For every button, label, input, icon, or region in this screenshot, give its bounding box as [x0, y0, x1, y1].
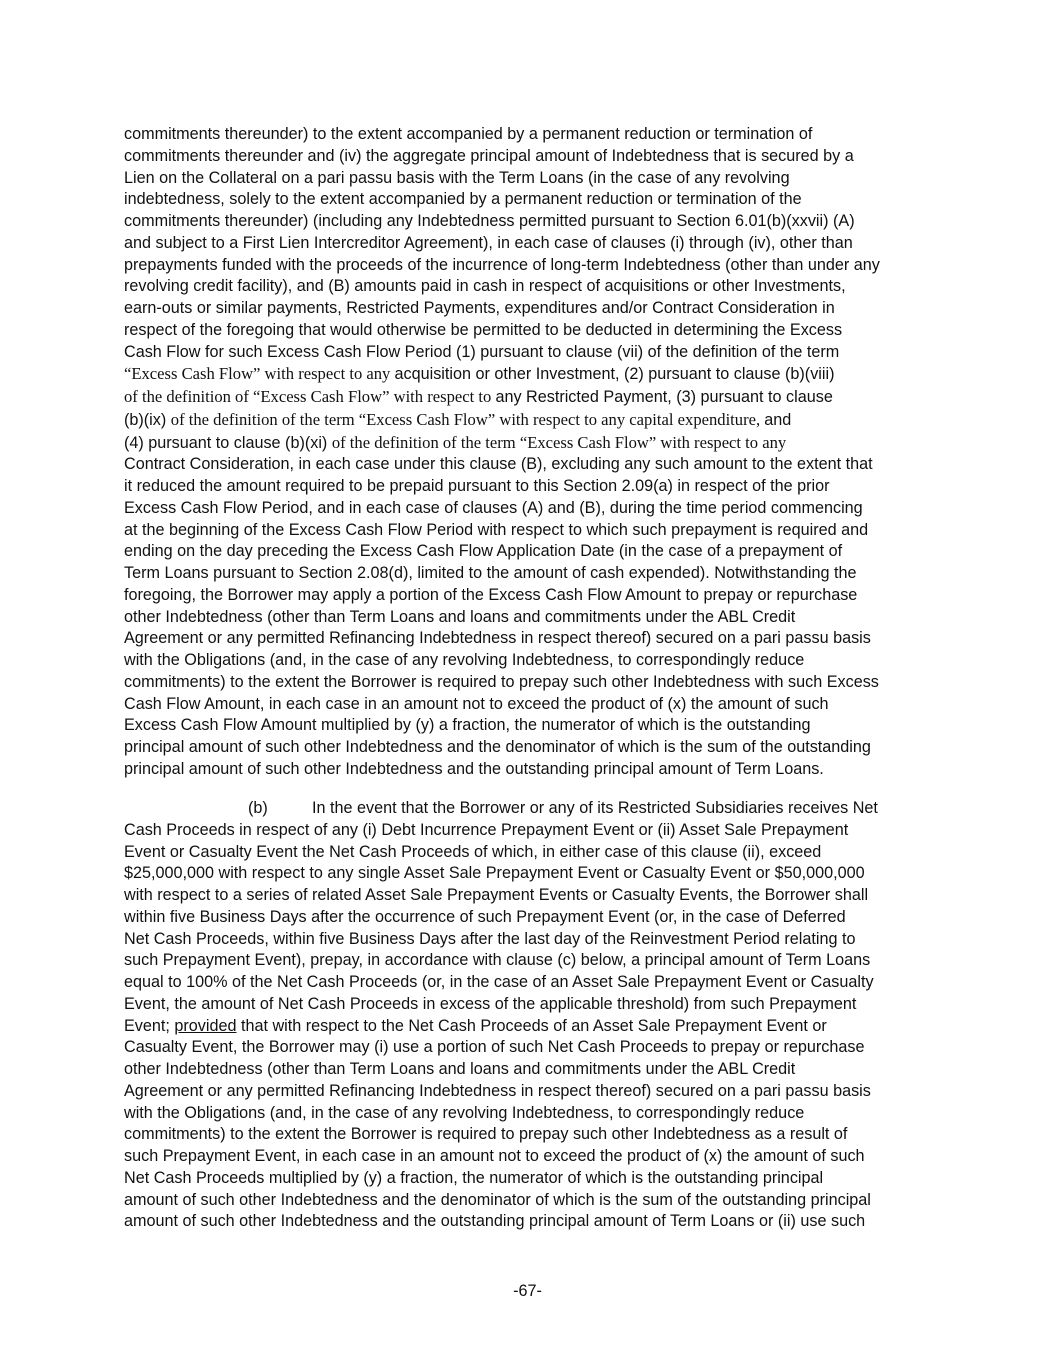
- serif-text: of the definition of the term “Excess Cash Flow” with respect to any capital expenditure,: [170, 409, 765, 429]
- text-line: foregoing, the Borrower may apply a portion of the Excess Cash Flow Amount to prepay or repurchase: [124, 585, 858, 604]
- sans-text: and: [764, 410, 792, 429]
- paragraph-a-lines: [124, 124, 924, 363]
- paragraph-a-line-12: [124, 363, 924, 386]
- text-line: commitments thereunder and (iv) the aggregate principal amount of Indebtedness that is secured by a: [124, 146, 854, 165]
- paragraph-b-first-text: In the event that the Borrower or any of its Restricted Subsidiaries receives Net: [312, 799, 878, 817]
- paragraph-b-label: (b): [248, 799, 268, 817]
- serif-text: “Excess Cash Flow” with respect to any: [124, 364, 395, 384]
- text-line: Agreement or any permitted Refinancing Indebtedness in respect thereof) secured on a pari passu basis: [124, 629, 871, 648]
- paragraph-b-first-line: [124, 798, 924, 820]
- text-line: other Indebtedness (other than Term Loans and loans and commitments under the ABL Credit: [124, 607, 796, 626]
- paragraph-b-provided-line: [124, 1016, 924, 1038]
- text-line: respect of the foregoing that would otherwise be permitted to be deducted in determining the Excess: [124, 320, 843, 339]
- serif-text: of the definition of “Excess Cash Flow” with respect to: [124, 387, 496, 406]
- provided-suffix: that with respect to the Net Cash Proceeds of an Asset Sale Prepayment Event or: [236, 1016, 827, 1035]
- text-line: amount of such other Indebtedness and the outstanding principal amount of Term Loans or (ii) use such: [124, 1212, 866, 1231]
- text-line: other Indebtedness (other than Term Loans and loans and commitments under the ABL Credit: [124, 1060, 796, 1078]
- text-line: principal amount of such other Indebtedness and the outstanding principal amount of Term Loans.: [124, 759, 824, 778]
- serif-text: of the definition of the term “Excess Cash Flow” with respect to any: [331, 432, 787, 452]
- text-line: Agreement or any permitted Refinancing Indebtedness in respect thereof) secured on a pari passu basis: [124, 1081, 871, 1100]
- text-line: ending on the day preceding the Excess Cash Flow Application Date (in the case of a prepayment of: [124, 542, 843, 561]
- text-line: Cash Proceeds in respect of any (i) Debt Incurrence Prepayment Event or (ii) Asset Sale Prepayment: [124, 820, 849, 839]
- text-line: earn-outs or similar payments, Restricted Payments, expenditures and/or Contract Consideration in: [124, 299, 835, 317]
- text-line: Event, the amount of Net Cash Proceeds in excess of the applicable threshold) from such Prepayment: [124, 994, 857, 1013]
- sans-text: (4) pursuant to clause (b)(xi): [124, 433, 332, 452]
- text-line: Excess Cash Flow Amount multiplied by (y) a fraction, the numerator of which is the outstanding: [124, 716, 811, 735]
- provided-term: provided: [174, 1016, 237, 1035]
- page-number: -67-: [513, 1282, 542, 1300]
- paragraph-a-rest: [124, 454, 924, 780]
- sans-text: any Restricted Payment, (3) pursuant to clause: [495, 388, 833, 406]
- text-line: $25,000,000 with respect to any single Asset Sale Prepayment Event or Casualty Event or $50,000,000: [124, 864, 865, 883]
- text-line: Excess Cash Flow Period, and in each case of clauses (A) and (B), during the time period commencing: [124, 498, 863, 517]
- text-line: Lien on the Collateral on a pari passu basis with the Term Loans (in the case of any revolving: [124, 168, 790, 187]
- paragraph-a-line-14: [124, 409, 924, 432]
- provided-prefix: Event;: [124, 1016, 175, 1035]
- paragraph-b: [124, 798, 924, 1233]
- paragraph-a-line-15: [124, 432, 924, 455]
- text-line: Net Cash Proceeds multiplied by (y) a fraction, the numerator of which is the outstanding principal: [124, 1168, 824, 1187]
- text-line: commitments thereunder) (including any Indebtedness permitted pursuant to Section 6.01(b)(xxvii) (A): [124, 212, 855, 230]
- sans-text: (b)(ix): [124, 410, 171, 429]
- text-line: Cash Flow Amount, in each case in an amount not to exceed the product of (x) the amount of such: [124, 694, 829, 713]
- text-line: indebtedness, solely to the extent accompanied by a permanent reduction or termination of the: [124, 190, 802, 209]
- text-line: principal amount of such other Indebtedness and the denominator of which is the sum of the outstanding: [124, 738, 871, 756]
- text-line: it reduced the amount required to be prepaid pursuant to this Section 2.09(a) in respect of the prior: [124, 477, 830, 495]
- text-line: commitments thereunder) to the extent accompanied by a permanent reduction or termination of: [124, 125, 813, 143]
- text-line: with the Obligations (and, in the case of any revolving Indebtedness, to correspondingly reduce: [124, 1103, 805, 1122]
- text-line: Contract Consideration, in each case under this clause (B), excluding any such amount to the extent that: [124, 455, 873, 474]
- text-line: commitments) to the extent the Borrower is required to prepay such other Indebtedness with such Excess: [124, 672, 879, 691]
- paragraph-b-lines-2: [124, 1037, 924, 1233]
- text-line: Casualty Event, the Borrower may (i) use a portion of such Net Cash Proceeds to prepay or repurchase: [124, 1038, 865, 1057]
- text-line: with the Obligations (and, in the case of any revolving Indebtedness, to correspondingly reduce: [124, 651, 805, 669]
- text-line: Term Loans pursuant to Section 2.08(d), limited to the amount of cash expended). Notwithstanding the: [124, 564, 857, 582]
- text-line: commitments) to the extent the Borrower is required to prepay such other Indebtedness as a result of: [124, 1125, 848, 1144]
- text-line: Cash Flow for such Excess Cash Flow Period (1) pursuant to clause (vii) of the definition of the term: [124, 342, 840, 361]
- paragraph-b-lines-1: [124, 820, 924, 1016]
- text-line: Event or Casualty Event the Net Cash Proceeds of which, in either case of this clause (ii), exceed: [124, 842, 822, 861]
- text-line: revolving credit facility), and (B) amounts paid in cash in respect of acquisitions or other Investments,: [124, 277, 846, 296]
- text-line: such Prepayment Event), prepay, in accordance with clause (c) below, a principal amount of Term Loans: [124, 951, 871, 970]
- paragraph-a: [124, 124, 924, 781]
- text-line: amount of such other Indebtedness and the denominator of which is the sum of the outstanding principal: [124, 1190, 871, 1209]
- text-line: within five Business Days after the occurrence of such Prepayment Event (or, in the case of Deferred: [124, 907, 846, 926]
- text-line: at the beginning of the Excess Cash Flow Period with respect to which such prepayment is required and: [124, 520, 869, 539]
- text-line: with respect to a series of related Asset Sale Prepayment Events or Casualty Events, the Borrower shall: [124, 886, 869, 904]
- text-line: equal to 100% of the Net Cash Proceeds (or, in the case of an Asset Sale Prepayment Event or Casualty: [124, 973, 874, 991]
- text-line: and subject to a First Lien Intercreditor Agreement), in each case of clauses (i) through (iv), other than: [124, 233, 853, 252]
- paragraph-a-line-13: [124, 386, 924, 409]
- text-line: Net Cash Proceeds, within five Business Days after the last day of the Reinvestment Period relating to: [124, 929, 856, 948]
- text-line: prepayments funded with the proceeds of the incurrence of long-term Indebtedness (other than under any: [124, 255, 880, 274]
- text-line: such Prepayment Event, in each case in an amount not to exceed the product of (x) the amount of such: [124, 1147, 865, 1165]
- sans-text: acquisition or other Investment, (2) pursuant to clause (b)(viii): [394, 365, 835, 384]
